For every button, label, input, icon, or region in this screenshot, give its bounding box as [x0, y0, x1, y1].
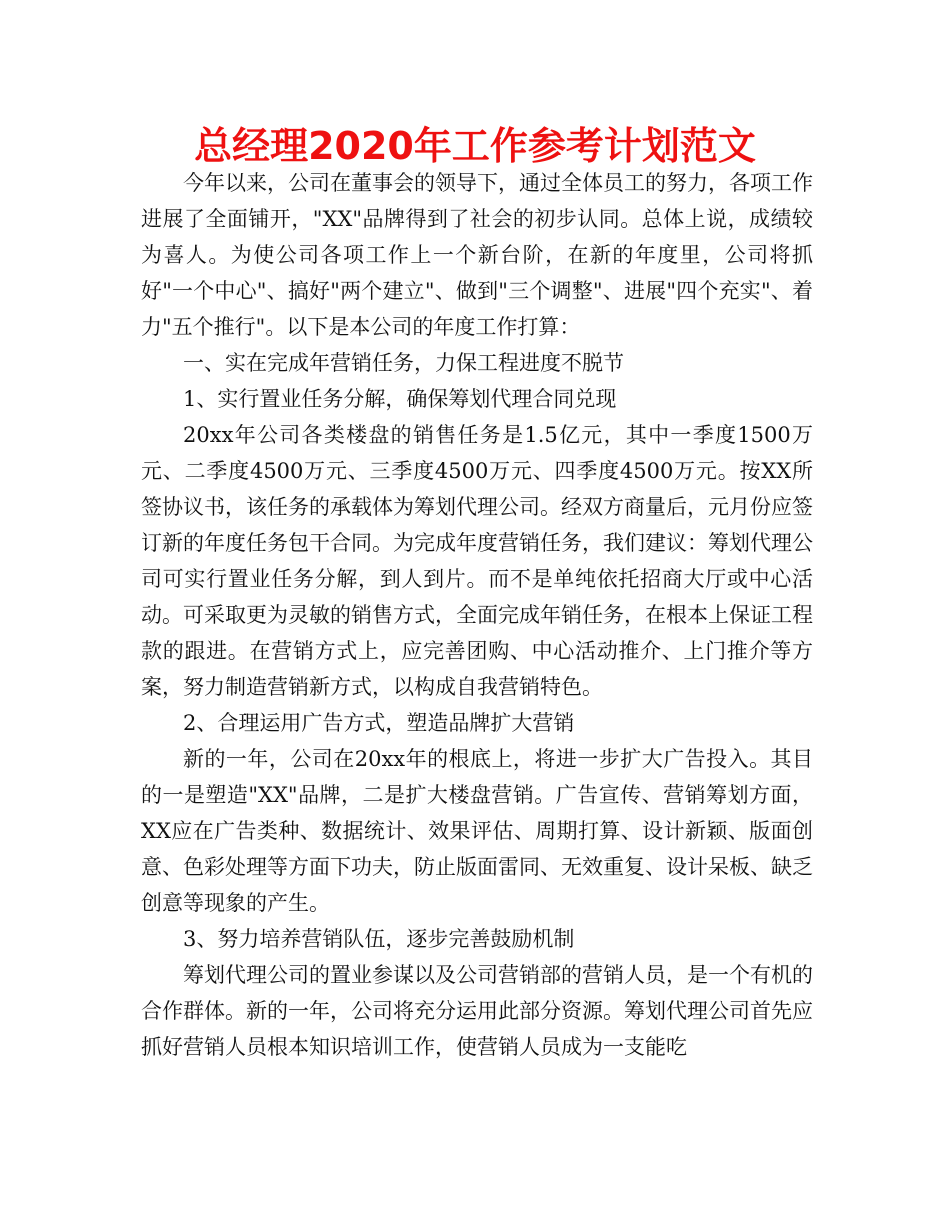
subheading-2: 2、合理运用广告方式，塑造品牌扩大营销 [183, 711, 575, 735]
paragraph-sales-team: 筹划代理公司的置业参谋以及公司营销部的营销人员，是一个有机的合作群体。新的一年，公司将充分运用此部分资源。筹划代理公司首先应抓好营销人员根本知识培训工作，使营销人员成为一支能吃 [141, 963, 813, 1059]
section-heading-1: 一、实在完成年营销任务，力保工程进度不脱节 [183, 351, 624, 375]
subheading-1: 1、实行置业任务分解，确保筹划代理合同兑现 [183, 387, 617, 411]
paragraph-advertising: 新的一年，公司在20xx年的根底上，将进一步扩大广告投入。其目的一是塑造"XX"品牌，二是扩大楼盘营销。广告宣传、营销筹划方面，XX应在广告类种、数据统计、效果评估、周期打算、设计新颖、版面创意、色彩处理等方面下功夫，防止版面雷同、无效重复、设计呆板、缺乏创意等现象的产生。 [141, 747, 813, 915]
document-title: 总经理2020年工作参考计划范文 [194, 124, 756, 168]
subheading-3: 3、努力培养营销队伍，逐步完善鼓励机制 [183, 927, 575, 951]
paragraph-sales-task: 20xx年公司各类楼盘的销售任务是1.5亿元，其中一季度1500万元、二季度4500万元、三季度4500万元、四季度4500万元。按XX所签协议书，该任务的承载体为筹划代理公司。经双方商量后，元月份应签订新的年度任务包干合同。为完成年度营销任务，我们建议：筹划代理公司可实行置业任务分解，到人到片。而不是单纯依托招商大厅或中心活动。可采取更为灵敏的销售方式，全面完成年销任务，在根本上保证工程款的跟进。在营销方式上，应完善团购、中心活动推介、上门推介等方案，努力制造营销新方式，以构成自我营销特色。 [141, 423, 813, 699]
document-body [141, 165, 813, 1065]
paragraph-intro: 今年以来，公司在董事会的领导下，通过全体员工的努力，各项工作进展了全面铺开，"XX"品牌得到了社会的初步认同。总体上说，成绩较为喜人。为使公司各项工作上一个新台阶，在新的年度里，公司将抓好"一个中心"、搞好"两个建立"、做到"三个调整"、进展"四个充实"、着力"五个推行"。以下是本公司的年度工作打算： [141, 171, 813, 339]
